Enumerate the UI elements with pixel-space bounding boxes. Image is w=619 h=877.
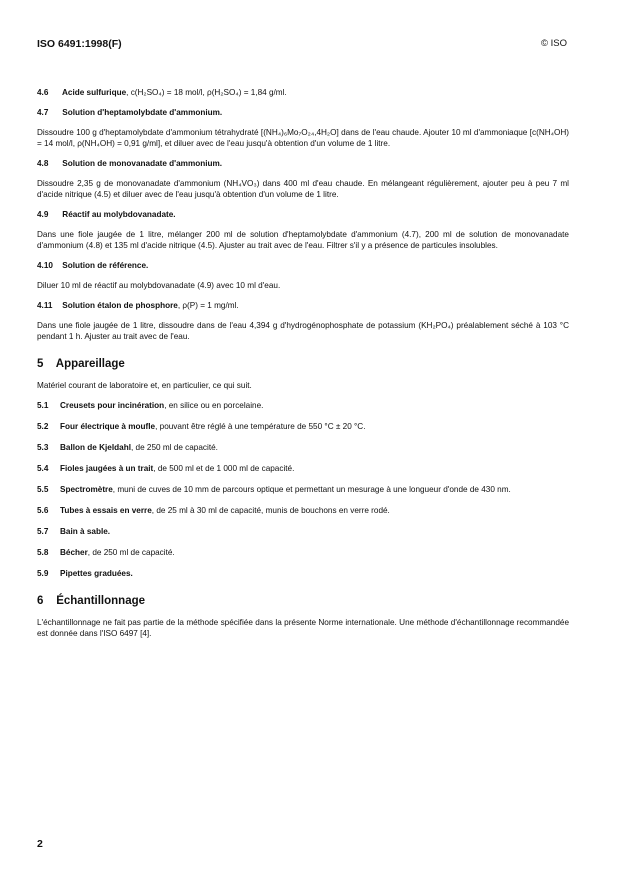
section-number: 6 [37, 595, 44, 607]
clause-tail: , ρ(P) = 1 mg/ml. [177, 301, 239, 310]
clause-5-5 [37, 484, 569, 495]
clause-5-3 [37, 442, 569, 453]
clause-tail: , pouvant être réglé à une température de 550 °C ± 20 °C. [155, 422, 366, 431]
clause-title: Solution d'heptamolybdate d'ammonium. [62, 108, 223, 117]
clause-5-1 [37, 400, 569, 411]
clause-4-11 [37, 300, 569, 311]
clause-number: 5.5 [37, 485, 49, 494]
clause-title: Solution de monovanadate d'ammonium. [62, 159, 223, 168]
clause-tail: , de 25 ml à 30 ml de capacité, munis de bouchons en verre rodé. [151, 506, 390, 515]
clause-number: 4.9 [37, 210, 49, 219]
clause-title: Bain à sable. [60, 527, 111, 536]
clause-5-8 [37, 547, 569, 558]
clause-5-6 [37, 505, 569, 516]
clause-4-8-text: Dissoudre 2,35 g de monovanadate d'ammonium (NH₄VO₃) dans 400 ml d'eau chaude. En mélangeant régulièrement, ajouter peu à peu 7 ml d'acide nitrique (4.5) et diluer avec de l'eau jusqu'à obtention d'un volume de 1 litre. [37, 179, 569, 199]
clause-number: 4.6 [37, 88, 49, 97]
clause-number: 4.7 [37, 108, 49, 117]
clause-number: 4.10 [37, 261, 53, 270]
page-number: 2 [37, 838, 43, 850]
section-title: Échantillonnage [56, 595, 146, 607]
clause-4-7-text: Dissoudre 100 g d'heptamolybdate d'ammonium tétrahydraté [(NH₄)₆Mo₇O₂₄,4H₂O] dans de l'eau chaude. Ajouter 10 ml d'ammoniaque [c(NH₄OH) = 14 mol/l, ρ(NH₄OH) = 0,91 g/ml], et diluer avec de l'eau jusqu'à obtention d'un volume de 1 litre. [37, 128, 569, 148]
clause-number: 4.8 [37, 159, 49, 168]
clause-number: 4.11 [37, 301, 53, 310]
clause-number: 5.3 [37, 443, 49, 452]
clause-title: Solution de référence. [62, 261, 149, 270]
clause-4-9 [37, 209, 569, 220]
clause-number: 5.1 [37, 401, 49, 410]
clause-4-9-text: Dans une fiole jaugée de 1 litre, mélanger 200 ml de solution d'heptamolybdate d'ammonium (4.7), 200 ml de solution de monovanadate d'ammonium (4.8) et 135 ml d'acide nitrique (4.5). Ajuster au trait avec de l'eau. Filtrer s'il y a présence de particules insolubles. [37, 230, 569, 250]
clause-title: Spectromètre [60, 485, 113, 494]
copyright-notice: © ISO [540, 38, 567, 49]
clause-tail: , en silice ou en porcelaine. [164, 401, 264, 410]
clause-4-6 [37, 87, 569, 98]
clause-title: Ballon de Kjeldahl [60, 443, 131, 452]
clause-5-2 [37, 421, 569, 432]
clause-number: 5.6 [37, 506, 49, 515]
section-heading-6 [37, 596, 569, 607]
clause-4-10-text: Diluer 10 ml de réactif au molybdovanadate (4.9) avec 10 ml d'eau. [37, 281, 281, 290]
document-id: ISO 6491:1998(F) [37, 38, 122, 50]
section-number: 5 [37, 358, 44, 370]
clause-title: Acide sulfurique [61, 88, 127, 97]
clause-tail: , muni de cuves de 10 mm de parcours optique et permettant un mesurage à une longueur d'onde de 430 nm. [112, 485, 511, 494]
clause-tail: , de 250 ml de capacité. [130, 443, 218, 452]
section-6-text: L'échantillonnage ne fait pas partie de la méthode spécifiée dans la présente Norme internationale. Une méthode d'échantillonnage recommandée est donnée dans l'ISO 6497 [4]. [37, 618, 569, 638]
clause-5-7 [37, 526, 569, 537]
clause-title: Four électrique à moufle [60, 422, 156, 431]
clause-number: 5.9 [37, 569, 49, 578]
clause-4-7 [37, 107, 569, 118]
clause-title: Fioles jaugées à un trait [60, 464, 154, 473]
section-title: Appareillage [55, 358, 125, 370]
clause-number: 5.7 [37, 527, 49, 536]
clause-number: 5.2 [37, 422, 49, 431]
clause-4-8 [37, 158, 569, 169]
section-heading-5 [37, 359, 569, 370]
clause-4-11-text: Dans une fiole jaugée de 1 litre, dissoudre dans de l'eau 4,394 g d'hydrogénophosphate de potassium (KH₂PO₄) préalablement séché à 103 °C pendant 1 h. Ajuster au trait avec de l'eau. [37, 321, 569, 341]
page-content [37, 87, 569, 648]
clause-tail: , de 250 ml de capacité. [87, 548, 175, 557]
clause-title: Pipettes graduées. [60, 569, 133, 578]
clause-tail: , c(H₂SO₄) = 18 mol/l, ρ(H₂SO₄) = 1,84 g/ml. [126, 88, 287, 97]
clause-title: Réactif au molybdovanadate. [62, 210, 176, 219]
clause-tail: , de 500 ml et de 1 000 ml de capacité. [153, 464, 295, 473]
clause-4-10 [37, 260, 569, 271]
clause-title: Solution étalon de phosphore [62, 301, 178, 310]
clause-title: Tubes à essais en verre [60, 506, 152, 515]
clause-title: Creusets pour incinération [60, 401, 165, 410]
section-5-intro: Matériel courant de laboratoire et, en particulier, ce qui suit. [37, 381, 252, 390]
clause-5-9 [37, 568, 569, 579]
clause-5-4 [37, 463, 569, 474]
clause-number: 5.4 [37, 464, 49, 473]
clause-title: Bécher [60, 548, 88, 557]
clause-number: 5.8 [37, 548, 49, 557]
